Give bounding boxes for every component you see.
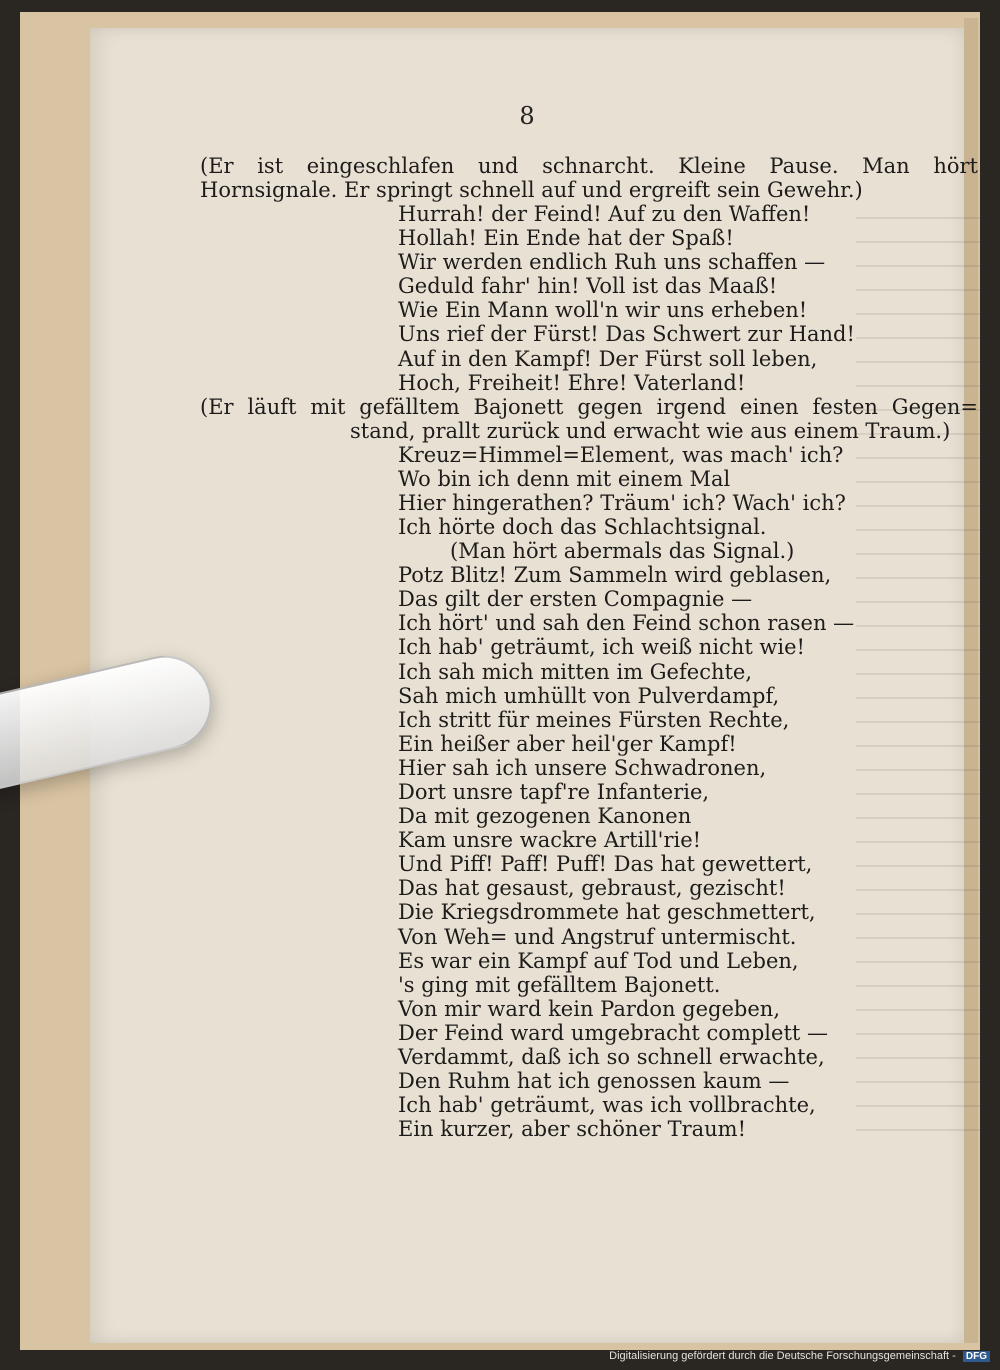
page-number: 8 [519, 102, 535, 130]
verse-line: Das hat gesaust, gebraust, gezischt! [398, 876, 786, 901]
verse-line: Kreuz=Himmel=Element, was mach' ich? [398, 442, 844, 467]
verse-line: Ich hab' geträumt, ich weiß nicht wie! [398, 635, 805, 660]
stage-direction-line: stand, prallt zurück und erwacht wie aus einem Traum.) [350, 418, 951, 443]
verse-line: Hoch, Freiheit! Ehre! Vaterland! [398, 370, 746, 395]
verse-line: Sah mich umhüllt von Pulverdampf, [398, 683, 780, 708]
verse-line: 's ging mit gefälltem Bajonett. [398, 972, 721, 997]
verse-line: Auf in den Kampf! Der Fürst soll leben, [398, 346, 818, 371]
verse-line: Ich hört' und sah den Feind schon rasen — [398, 611, 855, 636]
verse-line: Wir werden endlich Ruh uns schaffen — [398, 250, 826, 275]
verse-line: Das gilt der ersten Compagnie — [398, 587, 753, 612]
page-content [200, 154, 978, 1141]
verse-line: Die Kriegsdrommete hat geschmettert, [398, 900, 816, 925]
stage-direction [200, 154, 978, 202]
verse-line: Es war ein Kampf auf Tod und Leben, [398, 948, 799, 973]
verse-line: Den Ruhm hat ich genossen kaum — [398, 1069, 790, 1094]
verse-line: Verdammt, daß ich so schnell erwachte, [398, 1045, 825, 1069]
stage-direction: (Man hört abermals das Signal.) [450, 539, 795, 564]
verse-line: Ich stritt für meines Fürsten Rechte, [398, 707, 790, 732]
verse-line: Wie Ein Mann woll'n wir uns erheben! [398, 298, 808, 323]
digitization-credit [609, 1350, 990, 1362]
stage-direction [200, 395, 978, 443]
verse-line: Hier sah ich unsere Schwadronen, [398, 755, 767, 780]
verse-block [398, 563, 978, 1141]
verse-line: Uns rief der Fürst! Das Schwert zur Hand! [398, 322, 855, 347]
verse-line: Hier hingerathen? Träum' ich? Wach' ich? [398, 490, 846, 515]
stage-direction-line: Hornsignale. Er springt schnell auf und ergreift sein Gewehr.) [200, 178, 863, 202]
verse-block [398, 202, 978, 395]
stage-direction-line: (Er läuft mit gefälltem Bajonett gegen irgend einen festen Gegen= [200, 394, 978, 419]
verse-block [398, 443, 978, 539]
verse-line: Ein heißer aber heil'ger Kampf! [398, 731, 737, 756]
verse-line: Ich hörte doch das Schlachtsignal. [398, 515, 767, 540]
verse-line: Von mir ward kein Pardon gegeben, [398, 996, 780, 1021]
dfg-logo: DFG [963, 1351, 990, 1362]
verse-line: Hollah! Ein Ende hat der Spaß! [398, 226, 734, 251]
verse-line: Und Piff! Paff! Puff! Das hat gewettert, [398, 852, 813, 877]
verse-line: Da mit gezogenen Kanonen [398, 804, 692, 829]
verse-line: Dort unsre tapf're Infanterie, [398, 779, 710, 804]
book-page [90, 28, 978, 1343]
stage-direction-line: (Er ist eingeschlafen und schnarcht. Kleine Pause. Man hört [200, 154, 978, 178]
verse-line: Ich hab' geträumt, was ich vollbrachte, [398, 1093, 816, 1118]
verse-line: Der Feind ward umgebracht complett — [398, 1020, 829, 1045]
verse-line: Kam unsre wackre Artill'rie! [398, 828, 702, 853]
verse-line: Hurrah! der Feind! Auf zu den Waffen! [398, 202, 811, 226]
verse-line: Ich sah mich mitten im Gefechte, [398, 659, 753, 684]
credit-text: Digitalisierung gefördert durch die Deutsche Forschungsgemeinschaft - [609, 1350, 956, 1362]
verse-line: Potz Blitz! Zum Sammeln wird geblasen, [398, 563, 832, 588]
verse-line: Geduld fahr' hin! Voll ist das Maaß! [398, 274, 778, 299]
verse-line: Von Weh= und Angstruf untermischt. [398, 924, 797, 949]
verse-line: Wo bin ich denn mit einem Mal [398, 466, 731, 491]
verse-line: Ein kurzer, aber schöner Traum! [398, 1117, 747, 1142]
